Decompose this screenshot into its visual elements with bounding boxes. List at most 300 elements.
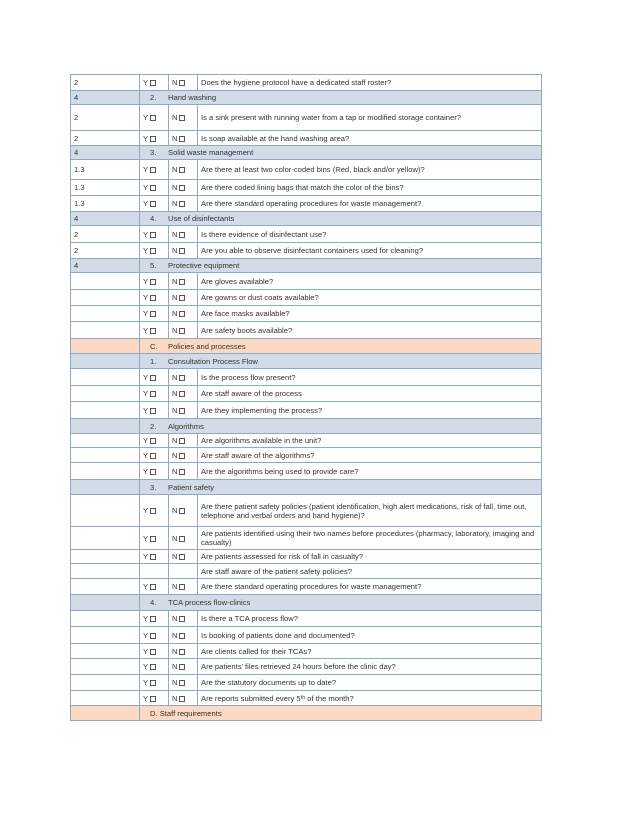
section-number: 3.: [150, 148, 157, 157]
question-row: [71, 448, 542, 463]
yes-checkbox[interactable]: [150, 584, 156, 590]
question-text-cell: [198, 463, 542, 480]
question-text-cell: [198, 386, 542, 402]
yes-checkbox[interactable]: [150, 616, 156, 622]
no-checkbox[interactable]: [179, 201, 185, 207]
yes-checkbox[interactable]: [150, 469, 156, 475]
yes-checkbox[interactable]: [150, 232, 156, 238]
score-cell: [71, 706, 140, 721]
yes-checkbox[interactable]: [150, 633, 156, 639]
yes-label: Y: [143, 405, 149, 415]
no-label: N: [172, 450, 178, 460]
yes-checkbox[interactable]: [150, 649, 156, 655]
no-label: N: [172, 165, 178, 174]
question-text-cell: [198, 527, 542, 550]
score-value: 2: [74, 78, 79, 87]
yes-checkbox[interactable]: [150, 295, 156, 301]
score-value: 4: [74, 214, 79, 223]
question-text: Are there standard operating procedures for waste management?: [201, 199, 422, 208]
score-cell: [71, 595, 140, 611]
question-row: [71, 564, 542, 579]
yes-checkbox[interactable]: [150, 680, 156, 686]
part-header-row: [71, 339, 542, 354]
section-title: Solid waste management: [168, 148, 254, 157]
question-text: Are the algorithms being used to provide care?: [201, 466, 359, 476]
yes-checkbox[interactable]: [150, 201, 156, 207]
no-label: N: [172, 199, 178, 208]
question-text: Are gowns or dust coats available?: [201, 293, 319, 302]
no-label: N: [172, 436, 178, 445]
question-text: Are the statutory documents up to date?: [201, 678, 337, 687]
question-row: [71, 627, 542, 644]
section-number: 4.: [150, 214, 157, 223]
question-text: Are safety boots available?: [201, 325, 293, 335]
question-text: Are patients’ files retrieved 24 hours before the clinic day?: [201, 662, 396, 671]
question-text: Is the process flow present?: [201, 372, 296, 382]
question-text-cell: [198, 160, 542, 180]
question-text: Are reports submitted every 5ᵗʰ of the month?: [201, 693, 354, 703]
yes-cell: [140, 611, 169, 627]
yes-cell: [140, 180, 169, 196]
score-value: 1.3: [74, 165, 85, 174]
yes-cell: [140, 659, 169, 675]
section-title: Use of disinfectants: [168, 214, 235, 223]
question-text: Are staff aware of the patient safety policies?: [201, 566, 352, 576]
no-checkbox[interactable]: [179, 248, 185, 254]
no-label: N: [172, 552, 178, 561]
score-cell: [71, 160, 140, 180]
score-cell: [71, 448, 140, 463]
score-cell: [71, 226, 140, 243]
checklist-body: [71, 75, 542, 721]
question-text: Are face masks available?: [201, 309, 290, 318]
question-text-cell: [198, 226, 542, 243]
yes-checkbox[interactable]: [150, 664, 156, 670]
section-title: Patient safety: [168, 482, 215, 492]
checklist-table: [70, 74, 542, 721]
section-header-row: [71, 419, 542, 434]
yes-cell: [140, 402, 169, 419]
yes-cell: [140, 675, 169, 691]
yes-label: Y: [143, 552, 149, 561]
question-row: [71, 160, 542, 180]
question-text-cell: [198, 75, 542, 91]
score-cell: [71, 463, 140, 480]
no-checkbox[interactable]: [179, 80, 185, 86]
no-cell: [169, 160, 198, 180]
no-cell: [169, 273, 198, 290]
question-row: [71, 75, 542, 91]
yes-label: Y: [143, 309, 149, 318]
question-text: Does the hygiene protocol have a dedicated staff roster?: [201, 78, 392, 87]
question-row: [71, 243, 542, 259]
question-text-cell: [198, 131, 542, 146]
yes-checkbox[interactable]: [150, 408, 156, 414]
question-text-cell: [198, 611, 542, 627]
question-row: [71, 550, 542, 564]
no-label: N: [172, 246, 178, 255]
yes-cell: [140, 448, 169, 463]
yes-checkbox[interactable]: [150, 248, 156, 254]
section-header-row: [71, 212, 542, 226]
yes-checkbox[interactable]: [150, 438, 156, 444]
score-cell: [71, 105, 140, 131]
no-checkbox[interactable]: [179, 696, 185, 702]
score-cell: [71, 495, 140, 527]
no-cell: [169, 105, 198, 131]
yes-label: Y: [143, 450, 149, 460]
yes-checkbox[interactable]: [150, 536, 156, 542]
yes-checkbox[interactable]: [150, 391, 156, 397]
section-number: 2.: [150, 421, 157, 431]
question-text: Are staff aware of the process: [201, 389, 302, 398]
score-cell: [71, 212, 140, 226]
question-text: Are patients assessed for risk of fall in casualty?: [201, 552, 364, 561]
no-cell: [169, 627, 198, 644]
yes-cell: [140, 290, 169, 306]
no-label: N: [172, 183, 178, 192]
no-cell: [169, 386, 198, 402]
question-row: [71, 434, 542, 448]
no-checkbox[interactable]: [179, 279, 185, 285]
no-checkbox[interactable]: [179, 232, 185, 238]
yes-label: Y: [143, 678, 149, 687]
yes-checkbox[interactable]: [150, 508, 156, 514]
score-cell: [71, 354, 140, 369]
no-label: N: [172, 630, 178, 640]
no-checkbox[interactable]: [179, 508, 185, 514]
section-title-cell: [140, 480, 542, 495]
yes-cell: [140, 226, 169, 243]
question-row: [71, 196, 542, 212]
no-label: N: [172, 372, 178, 382]
no-label: N: [172, 293, 178, 302]
score-value: 1.3: [74, 199, 85, 208]
no-checkbox[interactable]: [179, 453, 185, 459]
question-text: Is a sink present with running water from a tap or modified storage container?: [201, 113, 462, 122]
yes-cell: [140, 196, 169, 212]
section-title-cell: [140, 146, 542, 160]
yes-label: Y: [143, 693, 149, 703]
section-number: 3.: [150, 482, 157, 492]
no-cell: [169, 196, 198, 212]
question-row: [71, 322, 542, 339]
no-checkbox[interactable]: [179, 167, 185, 173]
no-checkbox[interactable]: [179, 649, 185, 655]
question-text: Are you able to observe disinfectant containers used for cleaning?: [201, 246, 424, 255]
yes-cell: [140, 131, 169, 146]
yes-checkbox[interactable]: [150, 185, 156, 191]
question-text-cell: [198, 273, 542, 290]
yes-label: Y: [143, 229, 149, 239]
no-checkbox[interactable]: [179, 680, 185, 686]
question-text: Are there patient safety policies (patient identification, high alert medications, risk of fall, time out, telephone and verbal orders and hand hygiene)?: [201, 501, 527, 520]
no-cell: [169, 550, 198, 564]
part-header-row: [71, 706, 542, 721]
question-text: Is there evidence of disinfectant use?: [201, 229, 327, 239]
no-cell: [169, 495, 198, 527]
score-cell: [71, 386, 140, 402]
score-cell: [71, 691, 140, 706]
yes-label: Y: [143, 113, 149, 122]
no-label: N: [172, 678, 178, 687]
score-cell: [71, 579, 140, 595]
yes-cell: [140, 564, 169, 579]
question-text-cell: [198, 627, 542, 644]
yes-label: Y: [143, 199, 149, 208]
question-text: Are clients called for their TCAs?: [201, 646, 312, 656]
yes-cell: [140, 644, 169, 659]
yes-label: Y: [143, 133, 149, 143]
section-title: Hand washing: [168, 93, 217, 102]
no-checkbox[interactable]: [179, 536, 185, 542]
yes-label: Y: [143, 662, 149, 671]
score-cell: [71, 564, 140, 579]
yes-cell: [140, 627, 169, 644]
question-text-cell: [198, 659, 542, 675]
question-text-cell: [198, 402, 542, 419]
no-label: N: [172, 533, 178, 543]
section-title: Algorithms: [168, 421, 204, 431]
no-cell: [169, 611, 198, 627]
question-text: Are there standard operating procedures for waste management?: [201, 582, 422, 591]
no-cell: [169, 463, 198, 480]
question-row: [71, 105, 542, 131]
score-value: 4: [74, 93, 79, 102]
yes-cell: [140, 434, 169, 448]
section-header-row: [71, 146, 542, 160]
question-text: Are algorithms available in the unit?: [201, 436, 322, 445]
yes-cell: [140, 369, 169, 386]
question-row: [71, 579, 542, 595]
yes-label: Y: [143, 533, 149, 543]
no-label: N: [172, 309, 178, 318]
section-title-cell: [140, 212, 542, 226]
yes-label: Y: [143, 183, 149, 192]
question-text-cell: [198, 564, 542, 579]
yes-checkbox[interactable]: [150, 311, 156, 317]
yes-cell: [140, 306, 169, 322]
yes-checkbox[interactable]: [150, 696, 156, 702]
no-cell: [169, 75, 198, 91]
section-header-row: [71, 595, 542, 611]
score-value: 2: [74, 246, 79, 255]
section-title-cell: [140, 91, 542, 105]
no-checkbox[interactable]: [179, 584, 185, 590]
question-text-cell: [198, 495, 542, 527]
no-cell: [169, 564, 198, 579]
no-checkbox[interactable]: [179, 185, 185, 191]
yes-cell: [140, 691, 169, 706]
yes-label: Y: [143, 436, 149, 445]
yes-cell: [140, 527, 169, 550]
score-cell: [71, 402, 140, 419]
no-label: N: [172, 582, 178, 591]
no-cell: [169, 226, 198, 243]
question-text: Are there at least two color-coded bins (Red, black and/or yellow)?: [201, 165, 425, 174]
section-title-cell: [140, 419, 542, 434]
section-number: 5.: [150, 261, 157, 270]
question-text: Is booking of patients done and documented?: [201, 630, 355, 640]
section-title: TCA process flow-clinics: [168, 598, 251, 607]
no-label: N: [172, 506, 178, 515]
section-title-cell: [140, 339, 542, 354]
yes-checkbox[interactable]: [150, 375, 156, 381]
question-row: [71, 463, 542, 480]
yes-label: Y: [143, 372, 149, 382]
no-label: N: [172, 389, 178, 398]
section-title-cell: [140, 595, 542, 611]
yes-label: Y: [143, 582, 149, 591]
yes-label: Y: [143, 246, 149, 255]
yes-checkbox[interactable]: [150, 115, 156, 121]
question-row: [71, 644, 542, 659]
no-checkbox[interactable]: [179, 633, 185, 639]
yes-label: Y: [143, 389, 149, 398]
no-checkbox[interactable]: [179, 311, 185, 317]
question-text-cell: [198, 196, 542, 212]
question-text: Are there coded lining bags that match the color of the bins?: [201, 183, 404, 192]
question-text: Are gloves available?: [201, 276, 274, 286]
yes-checkbox[interactable]: [150, 167, 156, 173]
yes-label: Y: [143, 614, 149, 623]
no-label: N: [172, 405, 178, 415]
no-cell: [169, 579, 198, 595]
yes-cell: [140, 463, 169, 480]
no-cell: [169, 322, 198, 339]
score-value: 4: [74, 148, 79, 157]
question-row: [71, 386, 542, 402]
question-text-cell: [198, 322, 542, 339]
no-label: N: [172, 276, 178, 286]
no-cell: [169, 369, 198, 386]
no-checkbox[interactable]: [179, 391, 185, 397]
question-row: [71, 659, 542, 675]
no-cell: [169, 434, 198, 448]
question-text-cell: [198, 290, 542, 306]
no-label: N: [172, 133, 178, 143]
score-value: 2: [74, 133, 79, 143]
score-cell: [71, 675, 140, 691]
yes-checkbox[interactable]: [150, 554, 156, 560]
score-cell: [71, 527, 140, 550]
yes-checkbox[interactable]: [150, 453, 156, 459]
no-checkbox[interactable]: [179, 438, 185, 444]
score-cell: [71, 243, 140, 259]
yes-cell: [140, 322, 169, 339]
yes-checkbox[interactable]: [150, 136, 156, 142]
question-row: [71, 290, 542, 306]
yes-checkbox[interactable]: [150, 80, 156, 86]
no-cell: [169, 659, 198, 675]
section-title-cell: [140, 706, 542, 721]
no-checkbox[interactable]: [179, 375, 185, 381]
score-cell: [71, 91, 140, 105]
no-cell: [169, 306, 198, 322]
no-label: N: [172, 614, 178, 623]
question-row: [71, 402, 542, 419]
no-checkbox[interactable]: [179, 469, 185, 475]
question-row: [71, 306, 542, 322]
question-row: [71, 369, 542, 386]
no-checkbox[interactable]: [179, 554, 185, 560]
yes-cell: [140, 550, 169, 564]
question-row: [71, 691, 542, 706]
yes-label: Y: [143, 506, 149, 515]
question-text-cell: [198, 243, 542, 259]
question-text-cell: [198, 434, 542, 448]
yes-label: Y: [143, 293, 149, 302]
no-checkbox[interactable]: [179, 664, 185, 670]
score-cell: [71, 290, 140, 306]
section-header-row: [71, 354, 542, 369]
yes-cell: [140, 75, 169, 91]
question-row: [71, 495, 542, 527]
no-cell: [169, 402, 198, 419]
section-title: D. Staff requirements: [150, 708, 222, 718]
question-row: [71, 611, 542, 627]
no-checkbox[interactable]: [179, 616, 185, 622]
section-number: 2.: [150, 93, 157, 102]
score-cell: [71, 322, 140, 339]
no-cell: [169, 290, 198, 306]
no-cell: [169, 448, 198, 463]
question-text: Are they implementing the process?: [201, 405, 323, 415]
score-value: 2: [74, 113, 79, 122]
score-cell: [71, 480, 140, 495]
yes-checkbox[interactable]: [150, 328, 156, 334]
score-cell: [71, 550, 140, 564]
question-text-cell: [198, 369, 542, 386]
score-cell: [71, 180, 140, 196]
question-text-cell: [198, 550, 542, 564]
no-cell: [169, 131, 198, 146]
no-label: N: [172, 662, 178, 671]
score-cell: [71, 75, 140, 91]
question-row: [71, 675, 542, 691]
score-cell: [71, 434, 140, 448]
score-cell: [71, 273, 140, 290]
no-checkbox[interactable]: [179, 115, 185, 121]
question-text: Are staff aware of the algorithms?: [201, 450, 315, 460]
no-label: N: [172, 113, 178, 122]
no-checkbox[interactable]: [179, 408, 185, 414]
yes-cell: [140, 495, 169, 527]
question-text: Is soap available at the hand washing area?: [201, 133, 350, 143]
question-text-cell: [198, 691, 542, 706]
section-number: C.: [150, 341, 158, 351]
no-checkbox[interactable]: [179, 328, 185, 334]
yes-cell: [140, 105, 169, 131]
score-cell: [71, 627, 140, 644]
no-checkbox[interactable]: [179, 136, 185, 142]
yes-cell: [140, 160, 169, 180]
section-header-row: [71, 259, 542, 273]
yes-checkbox[interactable]: [150, 279, 156, 285]
section-title-cell: [140, 259, 542, 273]
yes-label: Y: [143, 466, 149, 476]
question-text-cell: [198, 180, 542, 196]
no-label: N: [172, 78, 178, 87]
no-checkbox[interactable]: [179, 295, 185, 301]
no-cell: [169, 644, 198, 659]
yes-cell: [140, 386, 169, 402]
yes-cell: [140, 273, 169, 290]
score-value: 4: [74, 261, 79, 270]
section-number: 4.: [150, 598, 157, 607]
score-cell: [71, 369, 140, 386]
score-cell: [71, 659, 140, 675]
